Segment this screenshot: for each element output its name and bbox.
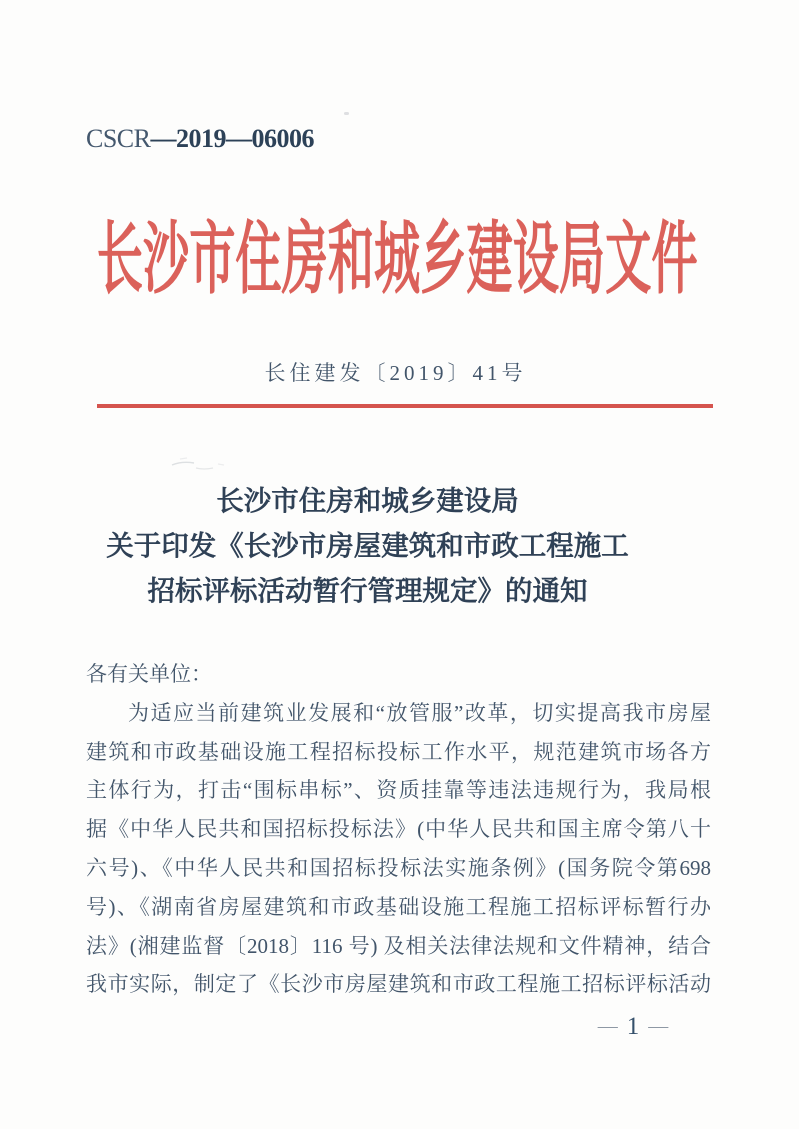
body-line: 建筑和市政基础设施工程招标投标工作水平，规范建筑市场各方 <box>86 739 711 764</box>
red-masthead <box>0 206 799 304</box>
body-line: 法》(湘建监督〔2018〕116 号) 及相关法律法规和文件精神，结合 <box>86 933 711 958</box>
page-number-dash-left: — <box>597 1015 618 1037</box>
body-line: 主体行为，打击“围标串标”、资质挂靠等违法违规行为，我局根 <box>86 778 711 803</box>
archive-code-prefix: CSCR <box>86 124 151 153</box>
archive-code <box>86 124 314 154</box>
notice-title-line-3: 招标评标活动暂行管理规定》的通知 <box>147 575 588 606</box>
document-number: 长住建发〔2019〕41号 <box>264 361 527 385</box>
salutation: 各有关单位： <box>86 662 212 686</box>
page-number-value: 1 <box>626 1012 640 1040</box>
red-divider-rule <box>97 404 713 408</box>
body-paragraph <box>86 655 711 1004</box>
notice-title <box>0 478 767 613</box>
page-number <box>588 1011 678 1041</box>
archive-code-number: —2019—06006 <box>150 124 314 153</box>
notice-title-line-1: 长沙市住房和城乡建设局 <box>216 485 519 516</box>
body-line: 号)、《湖南省房屋建筑和市政基础设施工程施工招标评标暂行办 <box>86 894 711 919</box>
scan-speck <box>344 112 349 115</box>
body-line: 我市实际，制定了《长沙市房屋建筑和市政工程施工招标评标活动 <box>86 972 711 997</box>
notice-title-line-2: 关于印发《长沙市房屋建筑和市政工程施工 <box>106 530 629 561</box>
body-line: 六号)、《中华人民共和国招标投标法实施条例》(国务院令第698 <box>86 855 711 880</box>
page-number-dash-right: — <box>648 1015 669 1037</box>
body-line: 据《中华人民共和国招标投标法》(中华人民共和国主席令第八十 <box>86 817 711 842</box>
pencil-smudge <box>166 452 236 481</box>
masthead-title: 长沙市住房和城乡建设局文件 <box>96 217 698 304</box>
body-line: 为适应当前建筑业发展和“放管服”改革，切实提高我市房屋 <box>128 700 711 725</box>
